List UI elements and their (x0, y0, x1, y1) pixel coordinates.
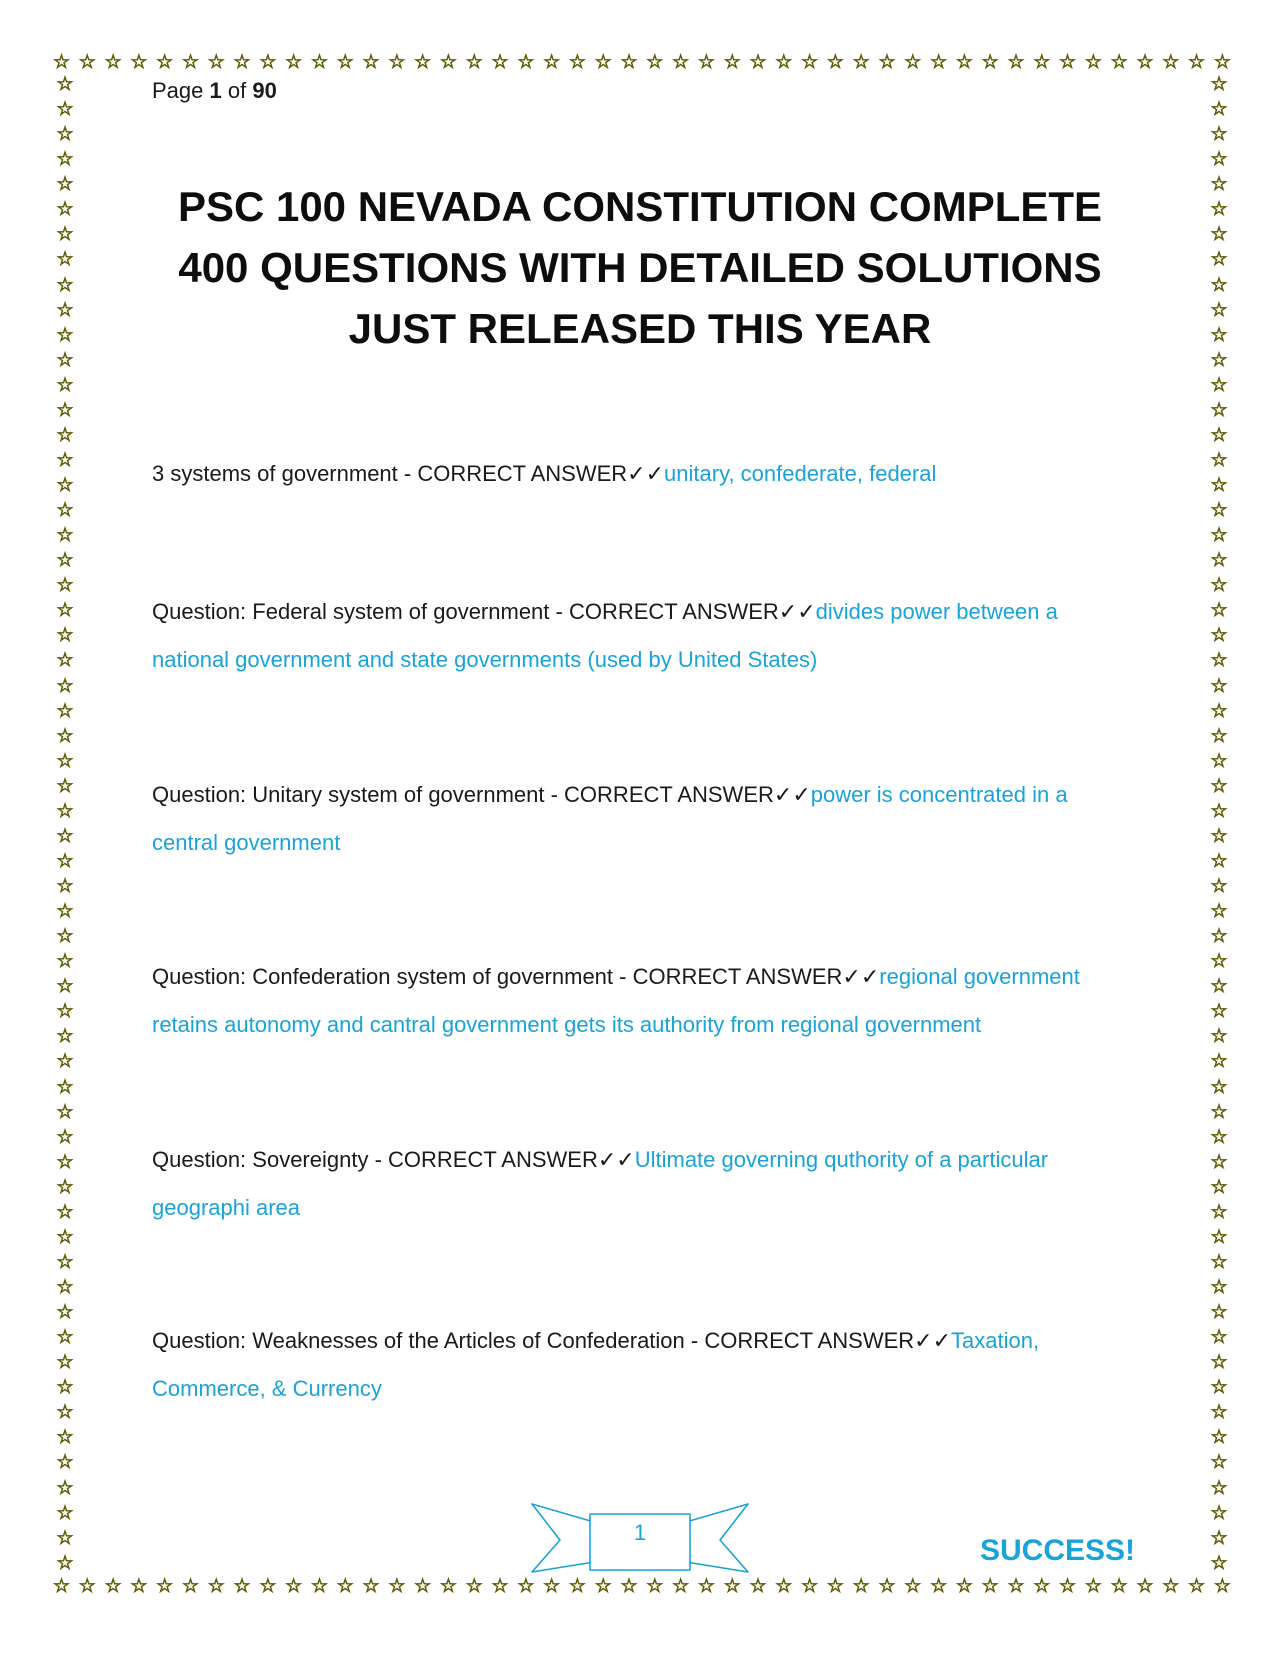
star-icon: ☆ (826, 50, 844, 73)
star-icon: ☆ (1210, 123, 1228, 146)
star-icon: ☆ (1210, 348, 1228, 371)
star-icon: ☆ (1210, 1125, 1228, 1148)
star-icon: ☆ (78, 50, 96, 73)
question-text: Question: Weaknesses of the Articles of Confederation - CORRECT ANSWER (152, 1328, 915, 1353)
star-icon: ☆ (56, 875, 74, 897)
star-icon: ☆ (775, 1574, 793, 1597)
check-icon: ✓✓ (597, 1147, 635, 1172)
star-icon: ☆ (56, 1175, 74, 1198)
star-icon: ☆ (930, 1574, 948, 1597)
star-icon: ☆ (56, 574, 74, 597)
star-icon: ☆ (1007, 50, 1025, 73)
star-icon: ☆ (749, 1574, 767, 1597)
star-icon: ☆ (1210, 248, 1228, 271)
star-icon: ☆ (1210, 524, 1228, 547)
star-icon: ☆ (1210, 1301, 1228, 1324)
star-icon: ☆ (56, 1426, 74, 1449)
star-icon: ☆ (104, 50, 122, 73)
star-icon: ☆ (594, 1574, 612, 1597)
star-icon: ☆ (775, 50, 793, 73)
star-icon: ☆ (1162, 50, 1180, 73)
star-icon: ☆ (56, 198, 74, 221)
ribbon-right-tail (686, 1504, 748, 1572)
page-total: 90 (252, 78, 277, 103)
star-icon: ☆ (1210, 674, 1228, 697)
star-icon: ☆ (672, 1574, 690, 1597)
star-icon: ☆ (1162, 1574, 1180, 1597)
star-icon: ☆ (1210, 1100, 1228, 1123)
star-icon: ☆ (56, 849, 74, 872)
star-icon: ☆ (1059, 1574, 1077, 1597)
star-icon: ☆ (56, 123, 74, 146)
star-icon: ☆ (56, 298, 74, 321)
star-icon: ☆ (981, 50, 999, 73)
star-icon: ☆ (594, 50, 612, 73)
star-icon: ☆ (646, 50, 664, 73)
check-icon: ✓✓ (842, 964, 880, 989)
star-icon: ☆ (439, 1574, 457, 1597)
star-icon: ☆ (336, 1574, 354, 1597)
check-icon: ✓✓ (627, 461, 665, 486)
star-icon: ☆ (1213, 1574, 1231, 1597)
qa-entry-3 (152, 771, 1112, 867)
star-icon: ☆ (56, 423, 74, 446)
star-icon: ☆ (439, 50, 457, 73)
star-icon: ☆ (1210, 875, 1228, 897)
star-border-left (52, 75, 78, 1573)
star-icon: ☆ (56, 1301, 74, 1324)
answer-text: Ultimate governing quthority of a particular geographi area (152, 1147, 1049, 1220)
star-icon: ☆ (1210, 824, 1228, 847)
star-icon: ☆ (723, 50, 741, 73)
star-icon: ☆ (1210, 975, 1228, 998)
star-icon: ☆ (1210, 849, 1228, 872)
star-icon: ☆ (568, 50, 586, 73)
star-icon: ☆ (1110, 50, 1128, 73)
star-icon: ☆ (749, 50, 767, 73)
star-icon: ☆ (1033, 1574, 1051, 1597)
answer-text: unitary, confederate, federal (664, 461, 937, 486)
star-icon: ☆ (259, 50, 277, 73)
star-icon: ☆ (388, 50, 406, 73)
star-icon: ☆ (56, 900, 74, 923)
star-icon: ☆ (56, 1225, 74, 1248)
title-line-2: 400 QUESTIONS WITH DETAILED SOLUTIONS (178, 244, 1102, 291)
star-icon: ☆ (56, 323, 74, 346)
star-icon: ☆ (56, 824, 74, 847)
star-icon: ☆ (233, 50, 251, 73)
star-icon: ☆ (181, 1574, 199, 1597)
star-icon: ☆ (826, 1574, 844, 1597)
star-icon: ☆ (1136, 1574, 1154, 1597)
page-header (152, 78, 277, 104)
star-icon: ☆ (1210, 1250, 1228, 1273)
star-icon: ☆ (465, 50, 483, 73)
star-icon: ☆ (1210, 148, 1228, 171)
star-icon: ☆ (1210, 223, 1228, 246)
star-icon: ☆ (56, 348, 74, 371)
star-icon: ☆ (104, 1574, 122, 1597)
star-icon: ☆ (1210, 574, 1228, 597)
star-icon: ☆ (646, 1574, 664, 1597)
qa-entry-2 (152, 588, 1112, 684)
star-icon: ☆ (801, 1574, 819, 1597)
answer-text: Taxation, Commerce, & Currency (152, 1328, 1040, 1401)
star-icon: ☆ (56, 1551, 74, 1574)
star-icon: ☆ (1210, 799, 1228, 822)
star-icon: ☆ (414, 50, 432, 73)
star-icon: ☆ (336, 50, 354, 73)
star-icon: ☆ (56, 1476, 74, 1499)
star-icon: ☆ (56, 1276, 74, 1298)
star-icon: ☆ (362, 1574, 380, 1597)
question-text: Question: Sovereignty - CORRECT ANSWER (152, 1147, 598, 1172)
star-icon: ☆ (56, 1050, 74, 1073)
star-icon: ☆ (56, 1326, 74, 1349)
star-icon: ☆ (56, 1376, 74, 1399)
star-icon: ☆ (1084, 50, 1102, 73)
star-icon: ☆ (1210, 198, 1228, 221)
star-icon: ☆ (388, 1574, 406, 1597)
star-border-top (52, 49, 1232, 75)
star-border-bottom (52, 1573, 1232, 1599)
star-icon: ☆ (56, 724, 74, 747)
star-icon: ☆ (1210, 423, 1228, 446)
star-icon: ☆ (1210, 1050, 1228, 1073)
star-icon: ☆ (852, 50, 870, 73)
star-icon: ☆ (156, 50, 174, 73)
star-icon: ☆ (517, 1574, 535, 1597)
star-icon: ☆ (56, 774, 74, 797)
qa-entry-1 (152, 450, 1112, 498)
star-icon: ☆ (1210, 1401, 1228, 1424)
star-icon: ☆ (285, 1574, 303, 1597)
star-icon: ☆ (1213, 50, 1231, 73)
star-icon: ☆ (981, 1574, 999, 1597)
star-icon: ☆ (181, 50, 199, 73)
star-icon: ☆ (56, 98, 74, 121)
star-icon: ☆ (310, 50, 328, 73)
star-icon: ☆ (1007, 1574, 1025, 1597)
star-border-right (1206, 75, 1232, 1573)
star-icon: ☆ (78, 1574, 96, 1597)
star-icon: ☆ (1188, 50, 1206, 73)
star-icon: ☆ (1210, 549, 1228, 572)
star-icon: ☆ (1084, 1574, 1102, 1597)
star-icon: ☆ (1210, 373, 1228, 396)
qa-entry-5 (152, 1136, 1112, 1232)
star-icon: ☆ (465, 1574, 483, 1597)
star-icon: ☆ (1210, 1225, 1228, 1248)
star-icon: ☆ (310, 1574, 328, 1597)
star-icon: ☆ (1188, 1574, 1206, 1597)
star-icon: ☆ (56, 1250, 74, 1273)
star-icon: ☆ (568, 1574, 586, 1597)
title-line-3: JUST RELEASED THIS YEAR (348, 305, 932, 352)
star-icon: ☆ (56, 1501, 74, 1524)
star-icon: ☆ (56, 549, 74, 572)
star-icon: ☆ (1210, 649, 1228, 672)
star-icon: ☆ (1210, 499, 1228, 522)
star-icon: ☆ (56, 1526, 74, 1549)
star-icon: ☆ (1210, 474, 1228, 496)
star-icon: ☆ (1210, 323, 1228, 346)
star-icon: ☆ (56, 925, 74, 948)
star-icon: ☆ (56, 799, 74, 822)
star-icon: ☆ (1210, 448, 1228, 471)
star-icon: ☆ (1210, 599, 1228, 622)
star-icon: ☆ (56, 148, 74, 171)
star-icon: ☆ (1210, 173, 1228, 196)
star-icon: ☆ (904, 50, 922, 73)
star-icon: ☆ (56, 223, 74, 246)
star-icon: ☆ (207, 1574, 225, 1597)
star-icon: ☆ (697, 50, 715, 73)
star-icon: ☆ (1210, 73, 1228, 95)
question-text: Question: Unitary system of government - CORRECT ANSWER (152, 782, 774, 807)
star-icon: ☆ (1210, 98, 1228, 121)
star-icon: ☆ (207, 50, 225, 73)
star-icon: ☆ (1210, 1351, 1228, 1374)
star-icon: ☆ (56, 749, 74, 772)
star-icon: ☆ (52, 1574, 71, 1597)
star-icon: ☆ (56, 975, 74, 998)
star-icon: ☆ (362, 50, 380, 73)
star-icon: ☆ (1210, 273, 1228, 296)
star-icon: ☆ (543, 1574, 561, 1597)
star-icon: ☆ (620, 1574, 638, 1597)
star-icon: ☆ (1210, 624, 1228, 647)
star-icon: ☆ (1210, 1075, 1228, 1098)
star-icon: ☆ (1210, 1476, 1228, 1499)
star-icon: ☆ (1210, 1175, 1228, 1198)
star-icon: ☆ (56, 474, 74, 496)
star-icon: ☆ (56, 1150, 74, 1173)
star-icon: ☆ (1059, 50, 1077, 73)
star-icon: ☆ (56, 1401, 74, 1424)
star-icon: ☆ (56, 248, 74, 271)
star-icon: ☆ (672, 50, 690, 73)
star-icon: ☆ (56, 1025, 74, 1048)
page-number: 1 (633, 1520, 647, 1545)
star-icon: ☆ (1033, 50, 1051, 73)
star-icon: ☆ (1210, 724, 1228, 747)
title-line-1: PSC 100 NEVADA CONSTITUTION COMPLETE (177, 183, 1103, 230)
star-icon: ☆ (1210, 1150, 1228, 1173)
star-icon: ☆ (1210, 925, 1228, 948)
star-icon: ☆ (56, 624, 74, 647)
question-text: 3 systems of government - CORRECT ANSWER (152, 461, 628, 486)
page-prefix: Page (152, 78, 210, 103)
answer-text: regional government retains autonomy and cantral government gets its authority from regional government (152, 964, 1080, 1037)
qa-entry-6 (152, 1317, 1112, 1413)
check-icon: ✓✓ (914, 1328, 952, 1353)
star-icon: ☆ (1210, 298, 1228, 321)
page-current: 1 (209, 78, 222, 103)
answer-text: divides power between a national government and state governments (used by United States) (152, 599, 1058, 672)
star-icon: ☆ (56, 373, 74, 396)
star-icon: ☆ (56, 1100, 74, 1123)
star-icon: ☆ (56, 1000, 74, 1023)
star-icon: ☆ (56, 950, 74, 973)
ribbon-left-tail (532, 1504, 594, 1572)
star-icon: ☆ (56, 1451, 74, 1474)
star-icon: ☆ (1210, 1526, 1228, 1549)
star-icon: ☆ (52, 50, 71, 73)
star-icon: ☆ (491, 50, 509, 73)
star-icon: ☆ (878, 50, 896, 73)
star-icon: ☆ (697, 1574, 715, 1597)
star-icon: ☆ (1210, 1451, 1228, 1474)
star-icon: ☆ (414, 1574, 432, 1597)
star-icon: ☆ (1210, 774, 1228, 797)
star-icon: ☆ (130, 50, 148, 73)
star-icon: ☆ (1210, 699, 1228, 722)
star-icon: ☆ (233, 1574, 251, 1597)
star-icon: ☆ (56, 599, 74, 622)
star-icon: ☆ (852, 1574, 870, 1597)
star-icon: ☆ (259, 1574, 277, 1597)
question-text: Question: Confederation system of government - CORRECT ANSWER (152, 964, 843, 989)
star-icon: ☆ (285, 50, 303, 73)
star-icon: ☆ (491, 1574, 509, 1597)
star-icon: ☆ (56, 1351, 74, 1374)
star-icon: ☆ (56, 173, 74, 196)
star-icon: ☆ (1210, 950, 1228, 973)
success-label: SUCCESS! (980, 1534, 1136, 1567)
star-icon: ☆ (904, 1574, 922, 1597)
answer-text: power is concentrated in a central government (152, 782, 1068, 855)
star-icon: ☆ (1210, 900, 1228, 923)
star-icon: ☆ (1210, 749, 1228, 772)
star-icon: ☆ (1210, 1551, 1228, 1574)
star-icon: ☆ (620, 50, 638, 73)
star-icon: ☆ (130, 1574, 148, 1597)
star-icon: ☆ (56, 273, 74, 296)
star-icon: ☆ (1210, 1501, 1228, 1524)
star-icon: ☆ (56, 1075, 74, 1098)
star-icon: ☆ (1210, 1025, 1228, 1048)
star-icon: ☆ (56, 524, 74, 547)
star-icon: ☆ (56, 1200, 74, 1223)
star-icon: ☆ (878, 1574, 896, 1597)
star-icon: ☆ (1210, 1326, 1228, 1349)
document-title (140, 176, 1140, 359)
star-icon: ☆ (930, 50, 948, 73)
star-icon: ☆ (56, 699, 74, 722)
star-icon: ☆ (1210, 1000, 1228, 1023)
star-icon: ☆ (543, 50, 561, 73)
star-icon: ☆ (955, 50, 973, 73)
check-icon: ✓✓ (773, 782, 811, 807)
star-icon: ☆ (1210, 1426, 1228, 1449)
qa-entry-4 (152, 953, 1112, 1049)
star-icon: ☆ (1210, 1200, 1228, 1223)
page-of: of (221, 78, 253, 103)
star-icon: ☆ (56, 398, 74, 421)
star-icon: ☆ (801, 50, 819, 73)
star-icon: ☆ (56, 649, 74, 672)
star-icon: ☆ (1210, 1276, 1228, 1298)
star-icon: ☆ (56, 499, 74, 522)
star-icon: ☆ (1210, 1376, 1228, 1399)
star-icon: ☆ (955, 1574, 973, 1597)
star-icon: ☆ (56, 448, 74, 471)
star-icon: ☆ (723, 1574, 741, 1597)
star-icon: ☆ (156, 1574, 174, 1597)
star-icon: ☆ (56, 674, 74, 697)
check-icon: ✓✓ (778, 599, 816, 624)
star-icon: ☆ (56, 73, 74, 95)
star-icon: ☆ (517, 50, 535, 73)
star-icon: ☆ (1110, 1574, 1128, 1597)
question-text: Question: Federal system of government - CORRECT ANSWER (152, 599, 779, 624)
star-icon: ☆ (1210, 398, 1228, 421)
star-icon: ☆ (56, 1125, 74, 1148)
star-icon: ☆ (1136, 50, 1154, 73)
